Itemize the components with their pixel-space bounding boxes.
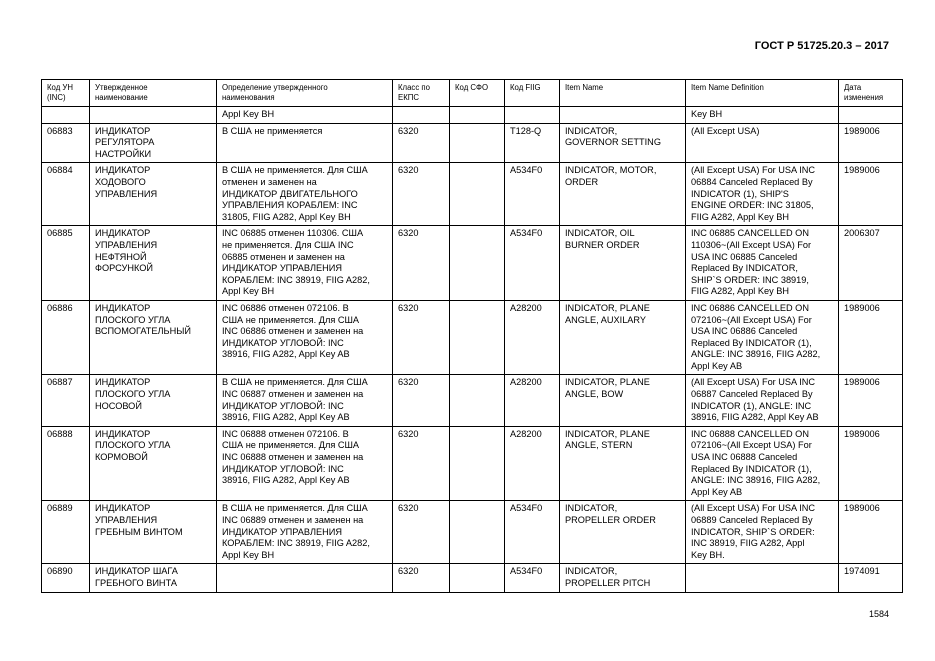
cell-item-name: INDICATOR, PLANE ANGLE, BOW [560, 375, 686, 426]
cell-date: 1989006 [839, 501, 903, 564]
cell-item-definition: (All Except USA) [686, 123, 839, 163]
cell-item-name: INDICATOR, PROPELLER ORDER [560, 501, 686, 564]
cell-fiig-code: A534F0 [505, 163, 560, 226]
cell-item-definition: (All Except USA) For USA INC 06889 Canceled Replaced By INDICATOR, SHIP`S ORDER: INC 38919, FIIG A282, Appl Key BH. [686, 501, 839, 564]
cell-name-ru: ИНДИКАТОР УПРАВЛЕНИЯ ГРЕБНЫМ ВИНТОМ [90, 501, 217, 564]
cell-fiig-code [505, 107, 560, 124]
cell-definition-ru [217, 564, 393, 592]
cell-sfo-code [450, 426, 505, 501]
cell-sfo-code [450, 226, 505, 301]
col-header-change-date: Дата изменения [839, 80, 903, 107]
cell-date: 2006307 [839, 226, 903, 301]
col-header-item-name-definition: Item Name Definition [686, 80, 839, 107]
continuation-row [42, 107, 903, 124]
table-row [42, 123, 903, 163]
cell-item-definition: (All Except USA) For USA INC 06884 Canceled Replaced By INDICATOR (1), SHIP'S ENGINE ORDER: INC 31805, FIIG A282, Appl Key BH [686, 163, 839, 226]
cell-item-name: INDICATOR, PLANE ANGLE, STERN [560, 426, 686, 501]
cell-definition-ru: В США не применяется. Для США INC 06889 отменен и заменен на ИНДИКАТОР УПРАВЛЕНИЯ КОРАБЛЕМ: INC 38919, FIIG A282, Appl Key BH [217, 501, 393, 564]
cell-sfo-code [450, 300, 505, 375]
cell-name-ru: ИНДИКАТОР ПЛОСКОГО УГЛА НОСОВОЙ [90, 375, 217, 426]
cell-fiig-code: A534F0 [505, 501, 560, 564]
cell-ekps-class: 6320 [393, 163, 450, 226]
cell-sfo-code [450, 375, 505, 426]
cell-item-definition: INC 06885 CANCELLED ON 110306~(All Except USA) For USA INC 06885 Canceled Replaced By INDICATOR, SHIP`S ORDER: INC 38919, FIIG A282, Appl Key BH [686, 226, 839, 301]
cell-definition-ru: INC 06886 отменен 072106. В США не применяется. Для США INC 06886 отменен и заменен на ИНДИКАТОР УГЛОВОЙ: INC 38916, FIIG A282, Appl Key AB [217, 300, 393, 375]
cell-definition-ru: INC 06885 отменен 110306. США не применяется. Для США INC 06885 отменен и заменен на ИНДИКАТОР УПРАВЛЕНИЯ КОРАБЛЕМ: INC 38919, FIIG A282, Appl Key BH [217, 226, 393, 301]
cell-date [839, 107, 903, 124]
table-row [42, 226, 903, 301]
table-row [42, 501, 903, 564]
cell-ekps-class: 6320 [393, 123, 450, 163]
cell-code: 06885 [42, 226, 90, 301]
cell-item-definition: Key BH [686, 107, 839, 124]
cell-item-name: INDICATOR, PROPELLER PITCH [560, 564, 686, 592]
cell-fiig-code: A28200 [505, 426, 560, 501]
col-header-sfo-code: Код СФО [450, 80, 505, 107]
cell-fiig-code: A534F0 [505, 226, 560, 301]
col-header-approved-name: Утвержденное наименование [90, 80, 217, 107]
cell-name-ru: ИНДИКАТОР РЕГУЛЯТОРА НАСТРОЙКИ [90, 123, 217, 163]
cell-ekps-class: 6320 [393, 226, 450, 301]
col-header-item-name: Item Name [560, 80, 686, 107]
cell-code: 06884 [42, 163, 90, 226]
cell-sfo-code [450, 564, 505, 592]
cell-date: 1989006 [839, 123, 903, 163]
cell-code: 06889 [42, 501, 90, 564]
cell-item-name: INDICATOR, PLANE ANGLE, AUXILARY [560, 300, 686, 375]
cell-definition-ru: INC 06888 отменен 072106. В США не применяется. Для США INC 06888 отменен и заменен на ИНДИКАТОР УГЛОВОЙ: INC 38916, FIIG A282, Appl Key AB [217, 426, 393, 501]
cell-fiig-code: A534F0 [505, 564, 560, 592]
cell-code: 06888 [42, 426, 90, 501]
cell-code: 06890 [42, 564, 90, 592]
catalog-table [41, 79, 903, 593]
col-header-inc-code: Код УН (INC) [42, 80, 90, 107]
cell-name-ru: ИНДИКАТОР ШАГА ГРЕБНОГО ВИНТА [90, 564, 217, 592]
table-row [42, 375, 903, 426]
cell-sfo-code [450, 163, 505, 226]
cell-item-definition: INC 06886 CANCELLED ON 072106~(All Except USA) For USA INC 06886 Canceled Replaced By INDICATOR (1), ANGLE: INC 38916, FIIG A282, Appl Key AB [686, 300, 839, 375]
cell-code: 06886 [42, 300, 90, 375]
cell-item-name: INDICATOR, OIL BURNER ORDER [560, 226, 686, 301]
cell-definition-ru: В США не применяется [217, 123, 393, 163]
cell-date: 1989006 [839, 426, 903, 501]
cell-date: 1989006 [839, 375, 903, 426]
cell-name-ru: ИНДИКАТОР УПРАВЛЕНИЯ НЕФТЯНОЙ ФОРСУНКОЙ [90, 226, 217, 301]
col-header-fiig-code: Код FIIG [505, 80, 560, 107]
cell-item-definition: (All Except USA) For USA INC 06887 Canceled Replaced By INDICATOR (1), ANGLE: INC 38916, FIIG A282, Appl Key AB [686, 375, 839, 426]
cell-definition-ru: Appl Key BH [217, 107, 393, 124]
document-header: ГОСТ Р 51725.20.3 – 2017 [754, 40, 889, 52]
cell-code: 06883 [42, 123, 90, 163]
cell-date: 1989006 [839, 300, 903, 375]
page-number: 1584 [868, 609, 889, 619]
cell-item-name: INDICATOR, MOTOR, ORDER [560, 163, 686, 226]
cell-fiig-code: A28200 [505, 375, 560, 426]
cell-fiig-code: T128-Q [505, 123, 560, 163]
table-row [42, 564, 903, 592]
cell-item-definition [686, 564, 839, 592]
cell-sfo-code [450, 107, 505, 124]
cell-item-name [560, 107, 686, 124]
table-header-row [42, 80, 903, 107]
col-header-ekps-class: Класс по ЕКПС [393, 80, 450, 107]
cell-name-ru: ИНДИКАТОР ХОДОВОГО УПРАВЛЕНИЯ [90, 163, 217, 226]
cell-definition-ru: В США не применяется. Для США отменен и заменен на ИНДИКАТОР ДВИГАТЕЛЬНОГО УПРАВЛЕНИЯ КОРАБЛЕМ: INC 31805, FIIG A282, Appl Key BH [217, 163, 393, 226]
table-row [42, 426, 903, 501]
cell-ekps-class [393, 107, 450, 124]
cell-date: 1974091 [839, 564, 903, 592]
cell-ekps-class: 6320 [393, 501, 450, 564]
cell-name-ru [90, 107, 217, 124]
cell-sfo-code [450, 501, 505, 564]
cell-ekps-class: 6320 [393, 426, 450, 501]
cell-name-ru: ИНДИКАТОР ПЛОСКОГО УГЛА ВСПОМОГАТЕЛЬНЫЙ [90, 300, 217, 375]
cell-code: 06887 [42, 375, 90, 426]
col-header-name-definition: Определение утвержденного наименования [217, 80, 393, 107]
cell-code [42, 107, 90, 124]
table-row [42, 300, 903, 375]
cell-item-name: INDICATOR, GOVERNOR SETTING [560, 123, 686, 163]
cell-ekps-class: 6320 [393, 300, 450, 375]
cell-sfo-code [450, 123, 505, 163]
cell-ekps-class: 6320 [393, 564, 450, 592]
cell-ekps-class: 6320 [393, 375, 450, 426]
cell-definition-ru: В США не применяется. Для США INC 06887 отменен и заменен на ИНДИКАТОР УГЛОВОЙ: INC 38916, FIIG A282, Appl Key AB [217, 375, 393, 426]
table-row [42, 163, 903, 226]
cell-date: 1989006 [839, 163, 903, 226]
cell-item-definition: INC 06888 CANCELLED ON 072106~(All Except USA) For USA INC 06888 Canceled Replaced By INDICATOR (1), ANGLE: INC 38916, FIIG A282, Appl Key AB [686, 426, 839, 501]
cell-name-ru: ИНДИКАТОР ПЛОСКОГО УГЛА КОРМОВОЙ [90, 426, 217, 501]
cell-fiig-code: A28200 [505, 300, 560, 375]
